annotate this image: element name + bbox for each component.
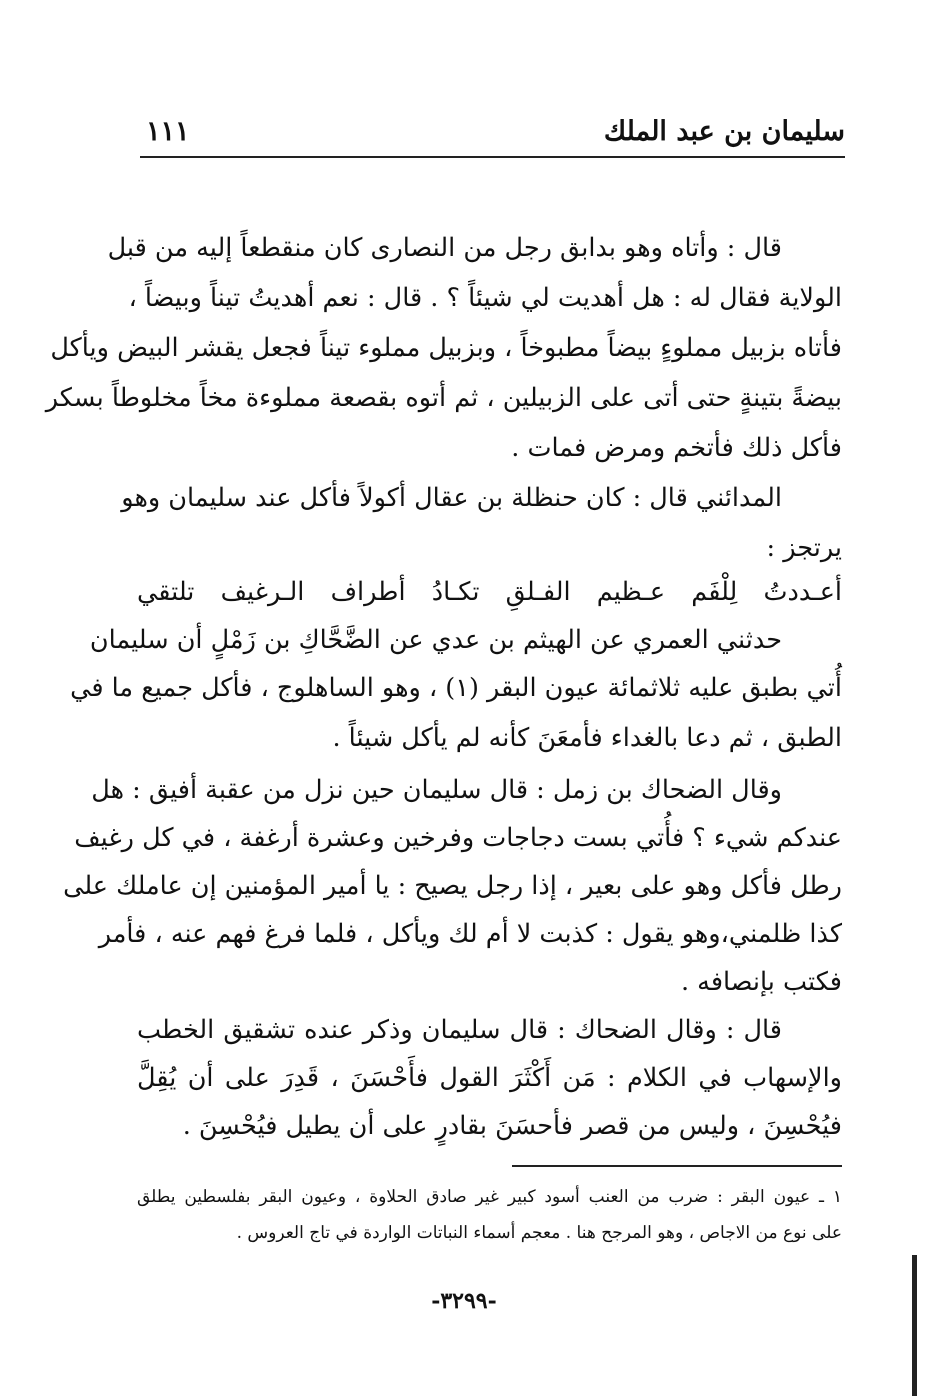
body-line: فأتاه بزبيل مملوءٍ بيضاً مطبوخاً ، وبزبيل مملوء تيناً فجعل يقشر البيض ويأكل	[50, 333, 842, 363]
running-header	[140, 112, 845, 158]
body-line: وقال الضحاك بن زمل : قال سليمان حين نزل من عقبة أفيق : هل	[91, 775, 782, 805]
body-line: كذا ظلمني،وهو يقول : كذبت لا أم لك ويأكل ، فلما فرغ فهم عنه ، فأمر	[98, 919, 842, 949]
page-number: ١١١	[146, 116, 190, 147]
body-line: حدثني العمري عن الهيثم بن عدي عن الضَّحَّاكِ بن زَمْلٍ أن سليمان	[89, 625, 782, 655]
body-line: بيضةً بتينةٍ حتى أتى على الزبيلين ، ثم أتوه بقصعة مملوءة مخاً مخلوطاً بسكر	[45, 383, 842, 413]
body-line: الطبق ، ثم دعا بالغداء فأمعَنَ كأنه لم يأكل شيئاً .	[332, 723, 842, 753]
body-line: قال : وقال الضحاك : قال سليمان وذكر عنده تشقيق الخطب	[137, 1015, 782, 1045]
footnote-line: على نوع من الاجاص ، وهو المرجح هنا . معجم أسماء النباتات الواردة في تاج العروس .	[236, 1223, 842, 1243]
body-line: عندكم شيء ؟ فأُتي بست دجاجات وفرخين وعشرة أرغفة ، في كل رغيف	[74, 823, 842, 853]
page-edge-mark	[912, 1255, 917, 1396]
body-line: رطل فأكل وهو على بعير ، إذا رجل يصيح : يا أمير المؤمنين إن عاملك على	[63, 871, 842, 901]
footnote-line: ١ ـ عيون البقر : ضرب من العنب أسود كبير غير صادق الحلاوة ، وعيون البقر بفلسطين يطلق	[137, 1187, 842, 1207]
running-title: سليمان بن عبد الملك	[603, 116, 845, 147]
verse-line: أعـددتُ لِلْفَم عـظيم الفـلقِ تكـادُ أطراف الـرغيف تلتقي	[137, 577, 842, 607]
body-line: قال : وأتاه وهو بدابق رجل من النصارى كان منقطعاً إليه من قبل	[107, 233, 782, 263]
body-line: والإسهاب في الكلام : مَن أَكْثَرَ القول فأَحْسَنَ ، قَدِرَ على أن يُقِلَّ	[137, 1063, 842, 1093]
footnote-separator	[512, 1165, 842, 1167]
body-line: فأكل ذلك فأتخم ومرض فمات .	[511, 433, 842, 463]
body-line: فيُحْسِنَ ، وليس من قصر فأحسَنَ بقادرٍ على أن يطيل فيُحْسِنَ .	[182, 1111, 842, 1141]
body-line: المدائني قال : كان حنظلة بن عقال أكولاً فأكل عند سليمان وهو	[121, 483, 782, 513]
folio-number: -٣٢٩٩-	[431, 1288, 497, 1314]
body-line: أُتي بطبق عليه ثلاثمائة عيون البقر (١) ، وهو الساهلوج ، فأكل جميع ما في	[70, 673, 842, 703]
body-line: يرتجز :	[766, 533, 842, 563]
body-line: الولاية فقال له : هل أهديت لي شيئاً ؟ . قال : نعم أهديتُ تيناً وبيضاً ،	[128, 283, 842, 313]
body-line: فكتب بإنصافه .	[680, 967, 842, 997]
